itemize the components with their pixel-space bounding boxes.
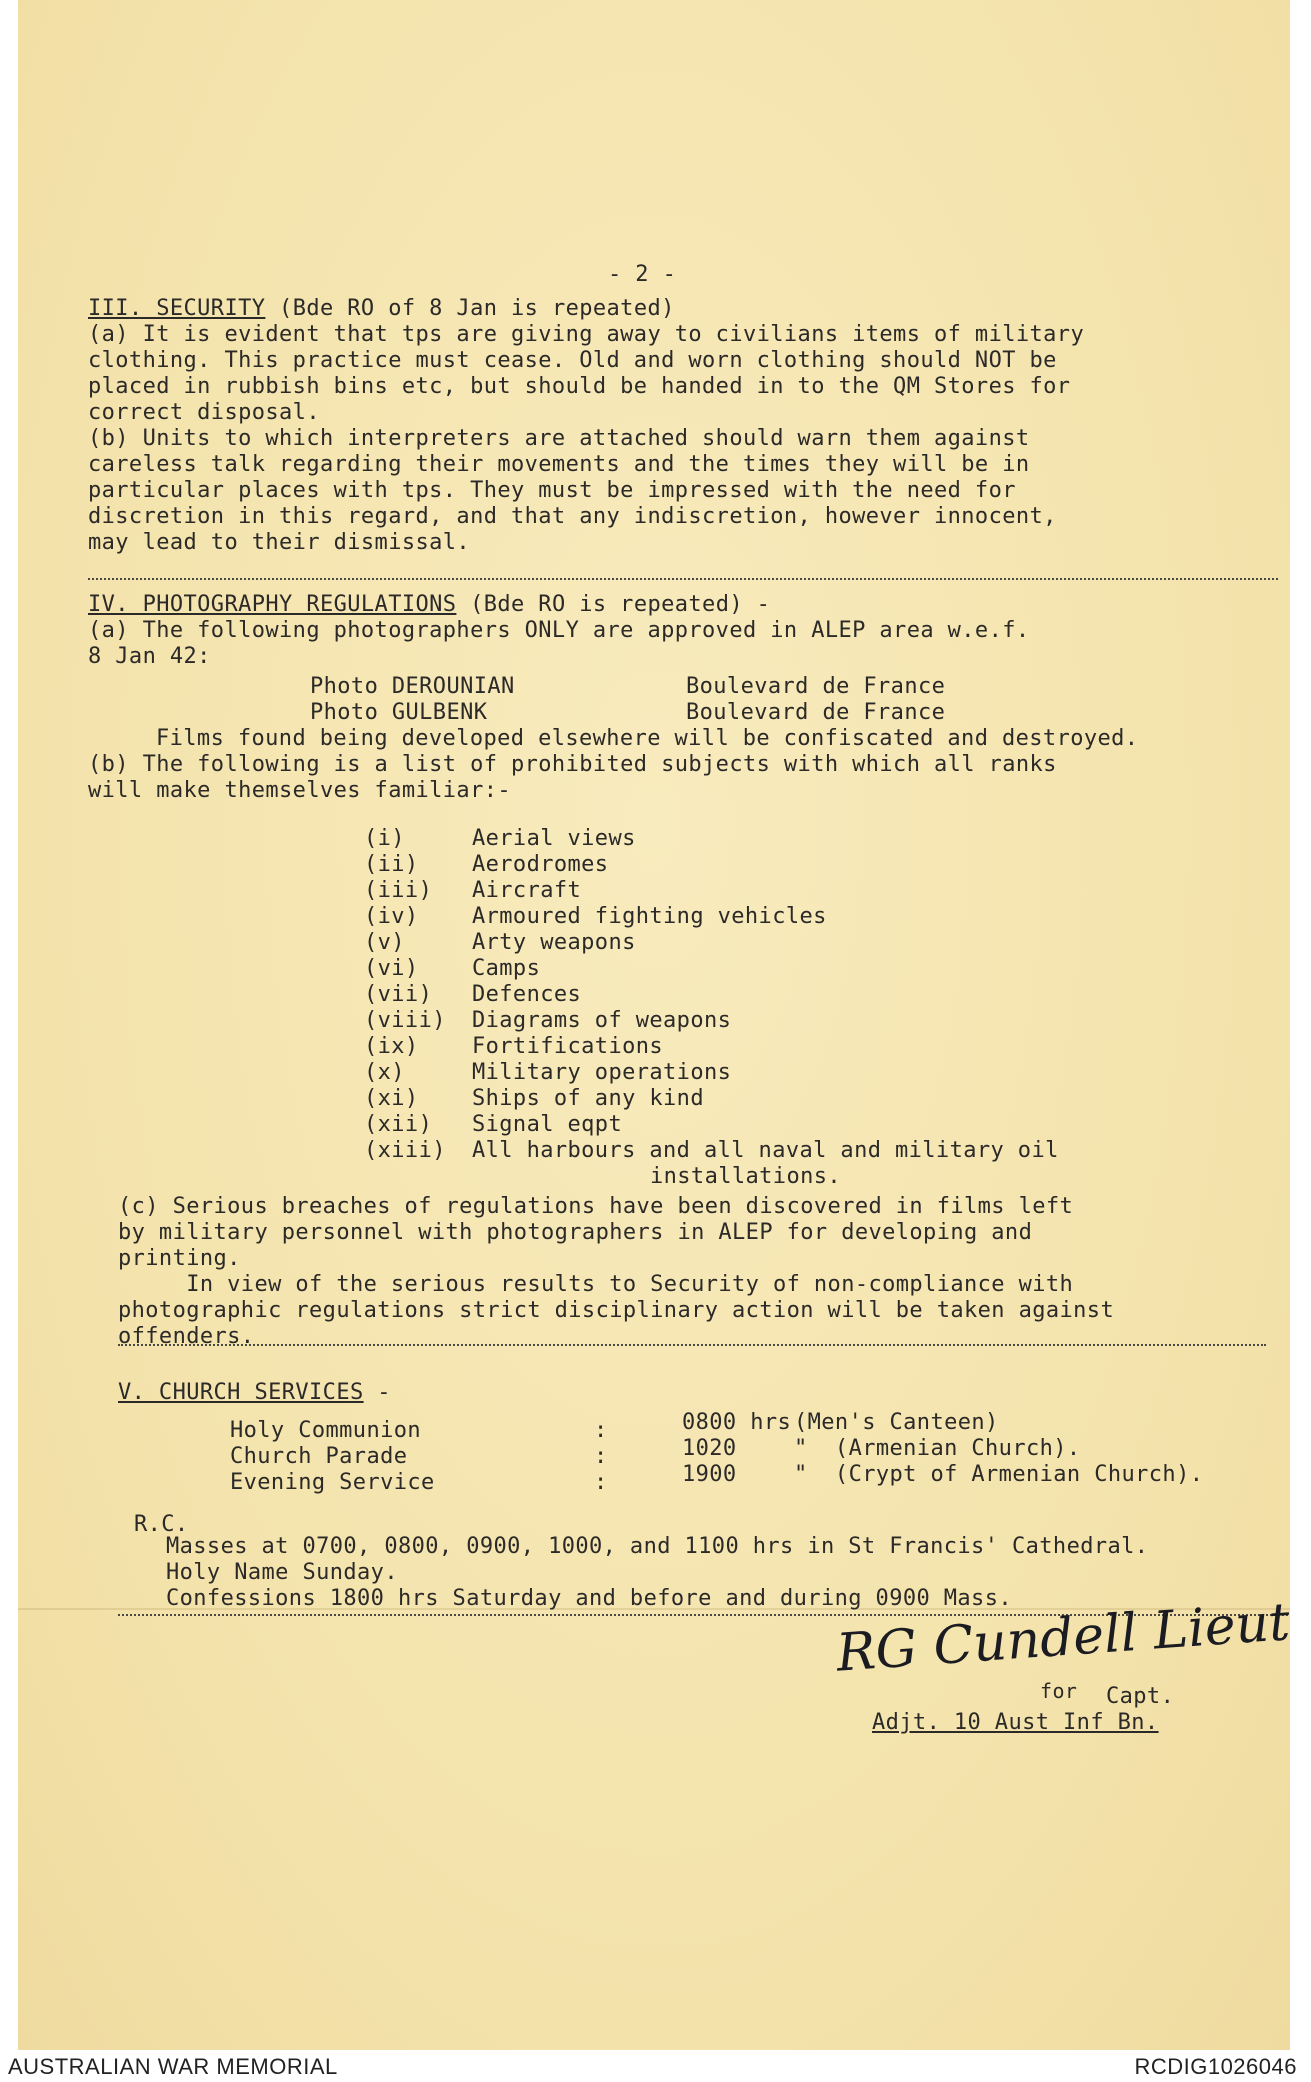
prohibited-item: Fortifications [472,1034,664,1059]
prohibited-item: Aerial views [472,826,636,851]
security-line: (a) It is evident that tps are giving away to civilians items of military [88,322,1085,347]
church-heading-suffix: - [377,1380,391,1405]
prohibited-num: (i) [364,826,405,851]
photography-line: (a) The following photographers ONLY are approved in ALEP area w.e.f. [88,618,1030,643]
security-heading: III. SECURITY [88,296,266,321]
service-colon: : [594,1418,608,1443]
service-place: " (Armenian Church). [794,1436,1081,1461]
breach-line: printing. [118,1246,241,1271]
photography-heading-row [88,592,770,618]
security-line: (b) Units to which interpreters are attached should warn them against [88,426,1030,451]
security-heading-row [88,296,675,322]
prohibited-num: (xiii) [364,1138,446,1163]
breach-line: by military personnel with photographers in ALEP for developing and [118,1220,1033,1245]
service-time: 0800 hrs [682,1410,792,1435]
service-time: 1900 [682,1462,737,1487]
list-intro-line: will make themselves familiar:- [88,778,511,803]
security-line: discretion in this regard, and that any indiscretion, however innocent, [88,504,1057,529]
prohibited-item: Camps [472,956,541,981]
section-divider [118,1344,1266,1346]
prohibited-item: Defences [472,982,582,1007]
breach-line: offenders. [118,1324,255,1349]
rc-line: Masses at 0700, 0800, 0900, 1000, and 1100 hrs in St Francis' Cathedral. [166,1534,1149,1559]
prohibited-item: Military operations [472,1060,732,1085]
photography-heading-note: (Bde RO is repeated) - [470,592,771,617]
security-line: careless talk regarding their movements and the times they will be in [88,452,1030,477]
church-heading-row [118,1380,391,1406]
footer-reference: RCDIG1026046 [1134,2054,1297,2079]
photographer-address: Boulevard de France [686,700,946,725]
prohibited-num: (vi) [364,956,419,981]
signature-appointment: Adjt. 10 Aust Inf Bn. [872,1710,1159,1735]
church-heading: V. CHURCH SERVICES [118,1380,364,1405]
prohibited-num: (xii) [364,1112,433,1137]
security-line: particular places with tps. They must be impressed with the need for [88,478,1016,503]
prohibited-item: Signal eqpt [472,1112,623,1137]
breach-line: photographic regulations strict disciplinary action will be taken against [118,1298,1115,1323]
prohibited-num: (ii) [364,852,419,877]
service-colon: : [594,1470,608,1495]
signature-for: for [1040,1679,1078,1703]
breach-line: In view of the serious results to Security of non-compliance with [118,1272,1074,1297]
prohibited-item: All harbours and all naval and military oil [472,1138,1059,1163]
films-note: Films found being developed elsewhere will be confiscated and destroyed. [156,726,1139,751]
section-divider [88,578,1278,580]
prohibited-item: Aircraft [472,878,582,903]
page-number: - 2 - [608,262,677,287]
prohibited-item: Diagrams of weapons [472,1008,732,1033]
list-intro-line: (b) The following is a list of prohibited subjects with which all ranks [88,752,1057,777]
service-place: (Men's Canteen) [794,1410,999,1435]
document-page [18,0,1290,2050]
service-colon: : [594,1444,608,1469]
photography-heading: IV. PHOTOGRAPHY REGULATIONS [88,592,457,617]
service-name: Evening Service [230,1470,435,1495]
prohibited-num: (x) [364,1060,405,1085]
prohibited-num: (iii) [364,878,433,903]
prohibited-item: Arty weapons [472,930,636,955]
prohibited-num: (iv) [364,904,419,929]
security-line: may lead to their dismissal. [88,530,471,555]
prohibited-item: Ships of any kind [472,1086,704,1111]
rc-label: R.C. [134,1512,189,1537]
prohibited-num: (xi) [364,1086,419,1111]
photographer-name: Photo DEROUNIAN [310,674,515,699]
photography-line: 8 Jan 42: [88,644,211,669]
service-place: " (Crypt of Armenian Church). [794,1462,1204,1487]
service-name: Church Parade [230,1444,408,1469]
prohibited-continuation: installations. [650,1164,842,1189]
security-line: correct disposal. [88,400,320,425]
signature-rank: Capt. [1106,1684,1175,1709]
photographer-address: Boulevard de France [686,674,946,699]
prohibited-num: (vii) [364,982,433,1007]
archive-footer [0,2050,1311,2082]
service-name: Holy Communion [230,1418,422,1443]
breach-line: (c) Serious breaches of regulations have been discovered in films left [118,1194,1074,1219]
security-line: clothing. This practice must cease. Old and worn clothing should NOT be [88,348,1057,373]
security-line: placed in rubbish bins etc, but should be handed in to the QM Stores for [88,374,1071,399]
prohibited-item: Aerodromes [472,852,609,877]
rc-line: Holy Name Sunday. [166,1560,398,1585]
service-time: 1020 [682,1436,737,1461]
prohibited-item: Armoured fighting vehicles [472,904,827,929]
footer-institution: AUSTRALIAN WAR MEMORIAL [8,2054,338,2079]
prohibited-num: (ix) [364,1034,419,1059]
rc-line: Confessions 1800 hrs Saturday and before and during 0900 Mass. [166,1586,1012,1611]
document-body [18,0,1290,2050]
handwritten-signature: RG Cundell Lieut [834,1592,1292,1684]
prohibited-num: (v) [364,930,405,955]
photographer-name: Photo GULBENK [310,700,488,725]
prohibited-num: (viii) [364,1008,446,1033]
security-heading-note: (Bde RO of 8 Jan is repeated) [279,296,675,321]
